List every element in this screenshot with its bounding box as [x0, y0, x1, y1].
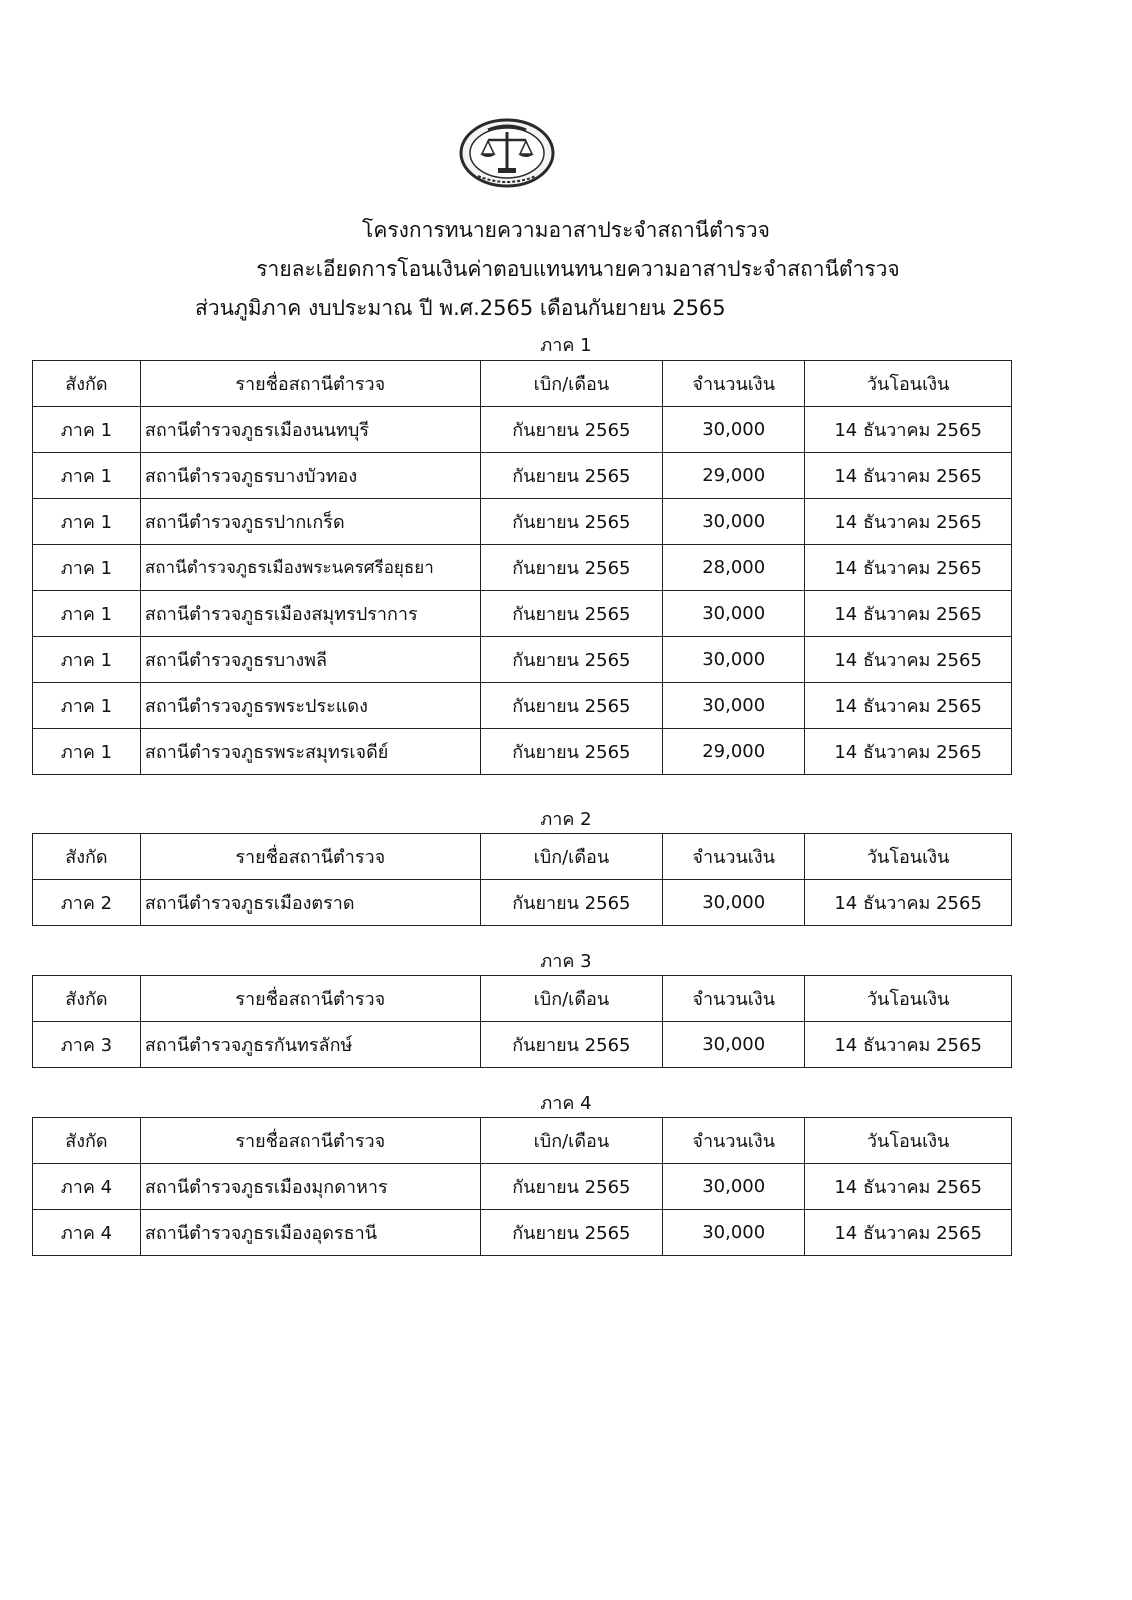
- table-header-row: [33, 976, 1012, 1022]
- cell-affiliation: ภาค 3: [33, 1022, 141, 1068]
- cell-station: สถานีตำรวจภูธรปากเกร็ด: [140, 499, 480, 545]
- column-header-month: เบิก/เดือน: [480, 1118, 662, 1164]
- cell-transfer-date: 14 ธันวาคม 2565: [805, 880, 1012, 926]
- table-header-row: [33, 361, 1012, 407]
- cell-month: กันยายน 2565: [480, 880, 662, 926]
- cell-station: สถานีตำรวจภูธรบางพลี: [140, 637, 480, 683]
- table-row: [33, 453, 1012, 499]
- cell-month: กันยายน 2565: [480, 407, 662, 453]
- cell-month: กันยายน 2565: [480, 591, 662, 637]
- column-header-transfer-date: วันโอนเงิน: [805, 834, 1012, 880]
- column-header-transfer-date: วันโอนเงิน: [805, 361, 1012, 407]
- column-header-station: รายชื่อสถานีตำรวจ: [140, 976, 480, 1022]
- cell-station: สถานีตำรวจภูธรเมืองอุดรธานี: [140, 1210, 480, 1256]
- lawyers-council-emblem-icon: [458, 118, 556, 188]
- cell-station: สถานีตำรวจภูธรเมืองสมุทรปราการ: [140, 591, 480, 637]
- document-period: ส่วนภูมิภาค งบประมาณ ปี พ.ศ.2565 เดือนกันยายน 2565: [195, 296, 726, 320]
- column-header-amount: จำนวนเงิน: [663, 361, 805, 407]
- cell-affiliation: ภาค 1: [33, 637, 141, 683]
- cell-transfer-date: 14 ธันวาคม 2565: [805, 1210, 1012, 1256]
- cell-amount: 30,000: [663, 1022, 805, 1068]
- document-title: โครงการทนายความอาสาประจำสถานีตำรวจ: [362, 218, 770, 242]
- payment-table-region-3: [32, 975, 1012, 1068]
- table-header-row: [33, 1118, 1012, 1164]
- cell-affiliation: ภาค 1: [33, 407, 141, 453]
- cell-station: สถานีตำรวจภูธรเมืองตราด: [140, 880, 480, 926]
- column-header-amount: จำนวนเงิน: [663, 1118, 805, 1164]
- cell-transfer-date: 14 ธันวาคม 2565: [805, 591, 1012, 637]
- region-heading: ภาค 2: [540, 809, 592, 830]
- cell-amount: 28,000: [663, 545, 805, 591]
- table-row: [33, 880, 1012, 926]
- cell-amount: 30,000: [663, 407, 805, 453]
- cell-transfer-date: 14 ธันวาคม 2565: [805, 729, 1012, 775]
- cell-month: กันยายน 2565: [480, 1022, 662, 1068]
- column-header-station: รายชื่อสถานีตำรวจ: [140, 1118, 480, 1164]
- cell-affiliation: ภาค 1: [33, 453, 141, 499]
- cell-affiliation: ภาค 4: [33, 1210, 141, 1256]
- table-row: [33, 545, 1012, 591]
- cell-affiliation: ภาค 1: [33, 729, 141, 775]
- column-header-station: รายชื่อสถานีตำรวจ: [140, 834, 480, 880]
- cell-amount: 30,000: [663, 499, 805, 545]
- column-header-affiliation: สังกัด: [33, 976, 141, 1022]
- column-header-transfer-date: วันโอนเงิน: [805, 976, 1012, 1022]
- column-header-station: รายชื่อสถานีตำรวจ: [140, 361, 480, 407]
- cell-amount: 29,000: [663, 729, 805, 775]
- cell-transfer-date: 14 ธันวาคม 2565: [805, 499, 1012, 545]
- payment-table-region-2: [32, 833, 1012, 926]
- table-row: [33, 407, 1012, 453]
- column-header-month: เบิก/เดือน: [480, 361, 662, 407]
- payment-table-region-4: [32, 1117, 1012, 1256]
- column-header-affiliation: สังกัด: [33, 361, 141, 407]
- cell-transfer-date: 14 ธันวาคม 2565: [805, 637, 1012, 683]
- cell-month: กันยายน 2565: [480, 545, 662, 591]
- cell-month: กันยายน 2565: [480, 683, 662, 729]
- cell-amount: 30,000: [663, 880, 805, 926]
- column-header-amount: จำนวนเงิน: [663, 976, 805, 1022]
- table-row: [33, 637, 1012, 683]
- cell-amount: 30,000: [663, 637, 805, 683]
- cell-affiliation: ภาค 1: [33, 683, 141, 729]
- document-subtitle: รายละเอียดการโอนเงินค่าตอบแทนทนายความอาสาประจำสถานีตำรวจ: [256, 257, 900, 281]
- cell-station: สถานีตำรวจภูธรบางบัวทอง: [140, 453, 480, 499]
- cell-station: สถานีตำรวจภูธรเมืองพระนครศรีอยุธยา: [140, 545, 480, 591]
- cell-transfer-date: 14 ธันวาคม 2565: [805, 683, 1012, 729]
- table-row: [33, 1210, 1012, 1256]
- cell-transfer-date: 14 ธันวาคม 2565: [805, 453, 1012, 499]
- cell-station: สถานีตำรวจภูธรเมืองมุกดาหาร: [140, 1164, 480, 1210]
- region-heading: ภาค 4: [540, 1093, 592, 1114]
- cell-amount: 30,000: [663, 591, 805, 637]
- table-row: [33, 683, 1012, 729]
- cell-affiliation: ภาค 1: [33, 499, 141, 545]
- table-header-row: [33, 834, 1012, 880]
- cell-affiliation: ภาค 1: [33, 591, 141, 637]
- cell-month: กันยายน 2565: [480, 499, 662, 545]
- cell-affiliation: ภาค 2: [33, 880, 141, 926]
- cell-station: สถานีตำรวจภูธรพระประแดง: [140, 683, 480, 729]
- cell-month: กันยายน 2565: [480, 729, 662, 775]
- table-row: [33, 729, 1012, 775]
- cell-month: กันยายน 2565: [480, 1210, 662, 1256]
- cell-amount: 30,000: [663, 1164, 805, 1210]
- cell-amount: 30,000: [663, 683, 805, 729]
- cell-transfer-date: 14 ธันวาคม 2565: [805, 545, 1012, 591]
- cell-station: สถานีตำรวจภูธรเมืองนนทบุรี: [140, 407, 480, 453]
- region-heading: ภาค 1: [540, 335, 592, 356]
- cell-amount: 30,000: [663, 1210, 805, 1256]
- cell-transfer-date: 14 ธันวาคม 2565: [805, 407, 1012, 453]
- cell-affiliation: ภาค 4: [33, 1164, 141, 1210]
- cell-month: กันยายน 2565: [480, 453, 662, 499]
- table-row: [33, 499, 1012, 545]
- column-header-transfer-date: วันโอนเงิน: [805, 1118, 1012, 1164]
- payment-table-region-1: [32, 360, 1012, 775]
- cell-affiliation: ภาค 1: [33, 545, 141, 591]
- region-heading: ภาค 3: [540, 951, 592, 972]
- cell-transfer-date: 14 ธันวาคม 2565: [805, 1022, 1012, 1068]
- table-row: [33, 1022, 1012, 1068]
- column-header-affiliation: สังกัด: [33, 1118, 141, 1164]
- column-header-amount: จำนวนเงิน: [663, 834, 805, 880]
- cell-station: สถานีตำรวจภูธรพระสมุทรเจดีย์: [140, 729, 480, 775]
- cell-month: กันยายน 2565: [480, 1164, 662, 1210]
- column-header-month: เบิก/เดือน: [480, 834, 662, 880]
- cell-month: กันยายน 2565: [480, 637, 662, 683]
- cell-amount: 29,000: [663, 453, 805, 499]
- table-row: [33, 1164, 1012, 1210]
- table-row: [33, 591, 1012, 637]
- column-header-affiliation: สังกัด: [33, 834, 141, 880]
- column-header-month: เบิก/เดือน: [480, 976, 662, 1022]
- cell-transfer-date: 14 ธันวาคม 2565: [805, 1164, 1012, 1210]
- cell-station: สถานีตำรวจภูธรกันทรลักษ์: [140, 1022, 480, 1068]
